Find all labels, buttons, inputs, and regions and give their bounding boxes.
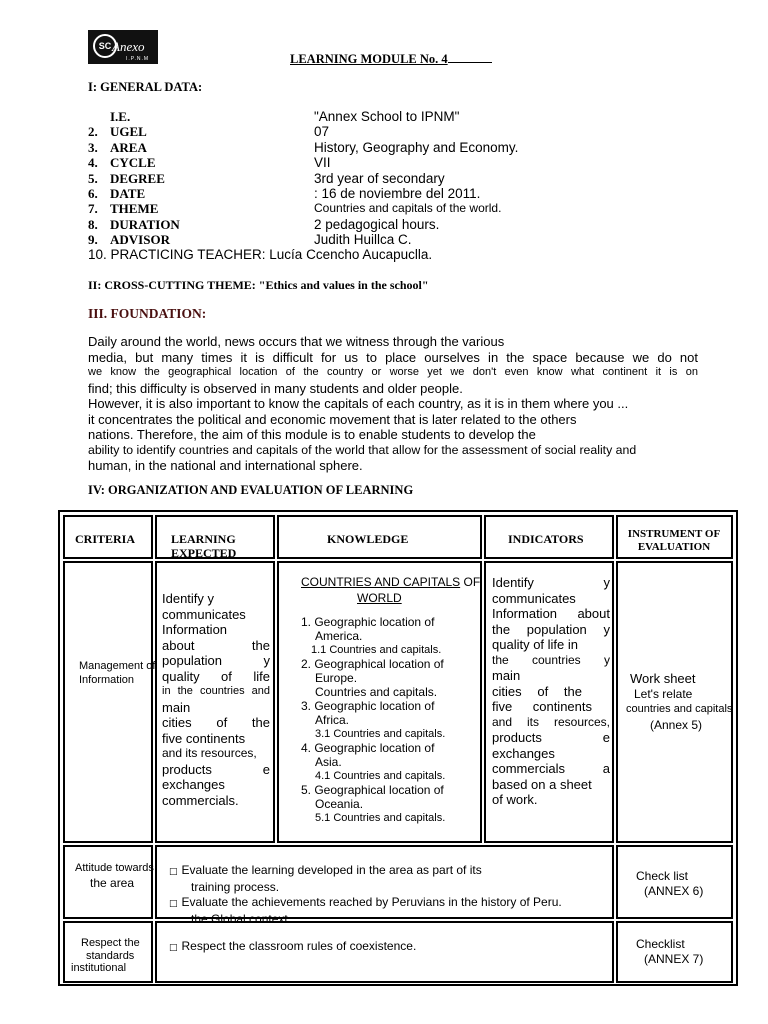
section-foundation: III. FOUNDATION: — [88, 306, 207, 321]
general-value: 3rd year of secondary — [314, 171, 445, 186]
logo-subtitle: I.P.N.M — [126, 56, 150, 62]
checkbox-bullet-icon: □ — [169, 899, 178, 909]
foundation-line: However, it is also important to know the capitals of each country, as it is in them where you ... — [88, 396, 629, 411]
general-row-advisor: 9. ADVISOR Judith Huillca C. — [88, 232, 412, 247]
general-row-theme: 7. THEME Countries and capitals of the world. — [88, 201, 502, 216]
row2-item: □ Evaluate the learning developed in the area as part of its — [169, 863, 482, 877]
header-knowledge: KNOWLEDGE — [277, 515, 482, 559]
general-label: AREA — [110, 140, 147, 155]
general-label: ADVISOR — [110, 232, 170, 247]
section-general-data: I: GENERAL DATA: — [88, 80, 203, 94]
checkbox-bullet-icon: □ — [169, 943, 178, 953]
general-value: "Annex School to IPNM" — [314, 109, 460, 124]
foundation-line: nations. Therefore, the aim of this module is to enable students to develop the — [88, 427, 536, 442]
row2-description: □ Evaluate the learning developed in the area as part of its training process. □ Evaluate the achievements reached by Peruvians in the history of Peru. the Global context. — [155, 845, 614, 919]
foundation-line: ability to identify countries and capitals of the world that allow for the assessment of social reality and — [88, 442, 637, 457]
row1-learning-expected: Identify y communicates Information about the population y quality of life in the countries and main cities of the five continents and its resources, products e exchanges commercials. — [155, 561, 275, 843]
foundation-line: find; this difficulty is observed in many students and older people. — [88, 380, 463, 396]
foundation-line: media, but many times it is difficult for us to place ourselves in the space because we do not — [88, 349, 698, 365]
foundation-line: Daily around the world, news occurs that we witness through the various — [88, 334, 505, 349]
row2-instrument: Check list (ANNEX 6) — [616, 845, 733, 919]
checkbox-bullet-icon: □ — [169, 867, 178, 877]
module-title: LEARNING MODULE No. 4 — [290, 52, 492, 67]
row3-item: □ Respect the classroom rules of coexistence. — [169, 939, 417, 953]
general-label: I.E. — [110, 109, 131, 124]
row2-item: □ Evaluate the achievements reached by Peruvians in the history of Peru. — [169, 895, 562, 909]
general-value: : 16 de noviembre del 2011. — [314, 186, 481, 201]
foundation-line: we know the geographical location of the country or worse yet we don't even know what continent it is on — [88, 366, 698, 378]
general-row-area: 3. AREA History, Geography and Economy. — [88, 140, 519, 155]
general-row-ugel: 2. UGEL 07 — [88, 124, 330, 139]
general-label: UGEL — [110, 124, 147, 139]
general-row-cycle: 4. CYCLE VII — [88, 155, 331, 170]
row1-indicators: Identify y communicates Information about the population y quality of life in the countries y main cities of the five continents and its resources, products e exchanges commercials a based on a sheet of work. — [484, 561, 614, 843]
general-row-date: 6. DATE : 16 de noviembre del 2011. — [88, 186, 481, 201]
foundation-line: human, in the national and international sphere. — [88, 458, 363, 473]
header-learning-expected: LEARNING EXPECTED — [155, 515, 275, 559]
general-value: VII — [314, 155, 331, 170]
general-label: DEGREE — [110, 171, 165, 186]
general-row-duration: 8. DURATION 2 pedagogical hours. — [88, 217, 440, 232]
foundation-line: it concentrates the political and economic movement that is later related to the others — [88, 411, 577, 427]
row3-description — [155, 921, 614, 983]
general-row-ie — [88, 109, 728, 125]
general-label: CYCLE — [110, 155, 156, 170]
row1-instrument: Work sheet Let's relate countries and capitals (Annex 5) — [616, 561, 733, 843]
general-row-degree: 5. DEGREE 3rd year of secondary — [88, 171, 445, 186]
logo-word: Anexo — [112, 39, 145, 54]
row3-instrument: Checklist (ANNEX 7) — [616, 921, 733, 983]
section-organization: IV: ORGANIZATION AND EVALUATION OF LEARNING — [88, 483, 414, 497]
general-value: History, Geography and Economy. — [314, 140, 519, 155]
knowledge-title: COUNTRIES AND CAPITALS OF — [301, 575, 481, 589]
header-indicators: INDICATORS — [484, 515, 614, 559]
logo-mark: SC — [93, 34, 117, 58]
row1-knowledge: COUNTRIES AND CAPITALS OF WORLD 1. Geographic location of America. 1.1 Countries and capitals. 2. Geographical location of Europe. Countries and capitals. 3. Geographic location of Africa. 3.1 Countries and capitals. 4. Geographic location of Asia. 4.1 Countries and capitals. 5. Geographical location of Oceania. 5.1 Countries and capitals. — [277, 561, 482, 843]
general-value: Judith Huillca C. — [314, 232, 412, 247]
header-instrument: INSTRUMENT OF EVALUATION — [616, 515, 733, 559]
section-cross-cutting: II: CROSS-CUTTING THEME: "Ethics and values in the school" — [88, 278, 429, 292]
general-label: DURATION — [110, 217, 180, 232]
header-criteria: CRITERIA — [63, 515, 153, 559]
row1-criteria: Management of Information — [63, 561, 153, 843]
general-value: 07 — [314, 124, 330, 139]
general-label: DATE — [110, 186, 146, 201]
row2-criteria: Attitude towards the area — [63, 845, 153, 919]
row3-criteria: Respect the standards institutional — [63, 921, 153, 983]
general-value: 2 pedagogical hours. — [314, 217, 440, 232]
practicing-teacher: 10. PRACTICING TEACHER: Lucía Ccencho Aucapuclla. — [88, 247, 433, 262]
evaluation-table — [58, 510, 738, 986]
foundation-paragraph — [88, 334, 698, 474]
school-logo — [88, 30, 158, 64]
general-label: THEME — [110, 201, 159, 216]
general-value: Countries and capitals of the world. — [314, 201, 502, 215]
